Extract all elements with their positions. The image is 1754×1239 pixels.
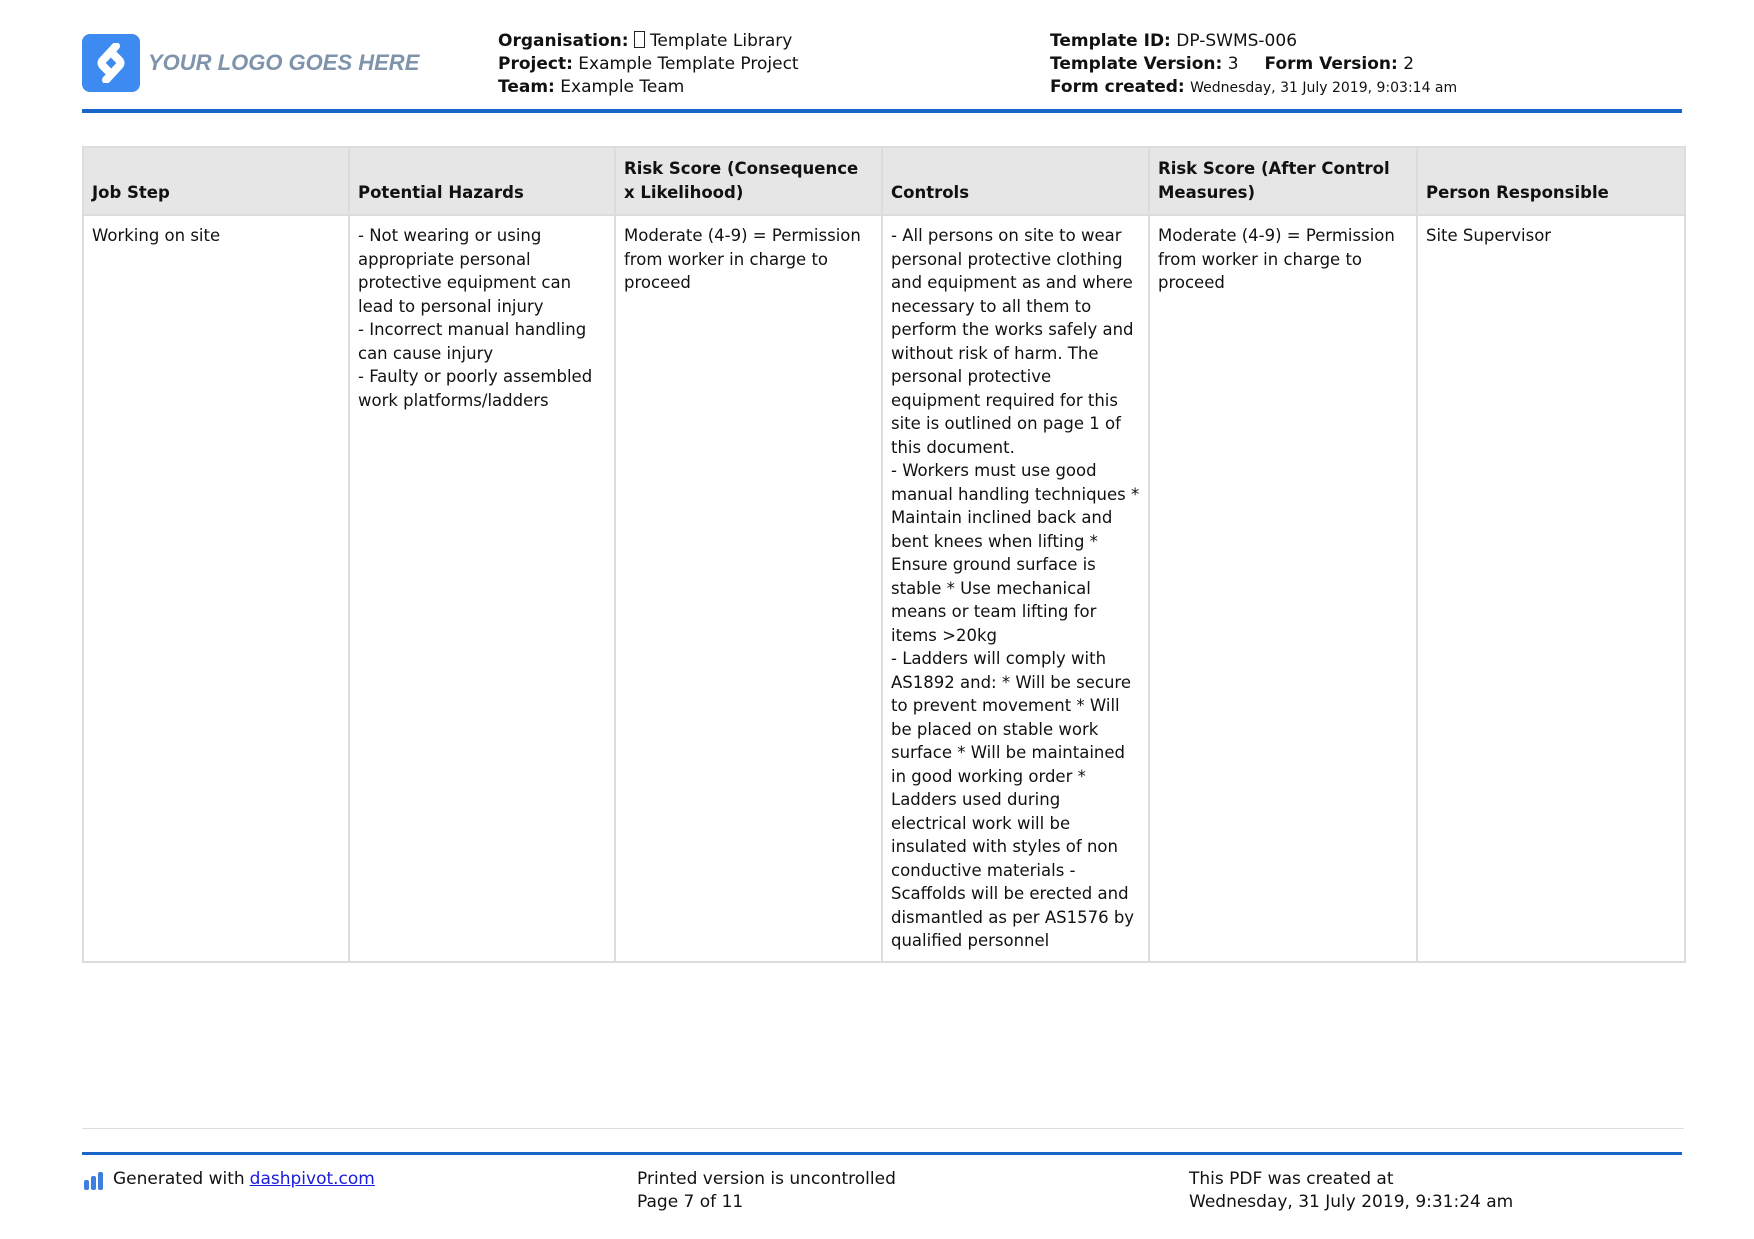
form-version-value: 2 xyxy=(1403,54,1415,74)
project-value: Example Template Project xyxy=(578,54,799,74)
print-notice xyxy=(637,1168,896,1214)
page-indicator: Page 7 of 11 xyxy=(637,1192,744,1212)
table-row xyxy=(83,215,1685,962)
organisation-info xyxy=(498,30,799,99)
cell-person-responsible: Site Supervisor xyxy=(1417,215,1685,962)
footer-divider xyxy=(82,1152,1682,1155)
generated-with xyxy=(84,1168,375,1191)
organisation-label: Organisation: xyxy=(498,31,629,51)
template-version-value: 3 xyxy=(1227,54,1239,74)
cell-risk-score: Moderate (4-9) = Permission from worker in charge to proceed xyxy=(615,215,882,962)
generated-prefix: Generated with xyxy=(113,1169,245,1189)
printed-notice-text: Printed version is uncontrolled xyxy=(637,1169,896,1189)
dashpivot-link[interactable]: dashpivot.com xyxy=(249,1169,375,1189)
column-header-risk-score: Risk Score (Consequence x Likelihood) xyxy=(615,147,882,215)
organisation-icon xyxy=(634,31,645,48)
document-page xyxy=(82,0,1682,1239)
team-value: Example Team xyxy=(560,77,685,97)
pdf-created-value: Wednesday, 31 July 2019, 9:31:24 am xyxy=(1189,1192,1514,1212)
column-header-person-responsible: Person Responsible xyxy=(1417,147,1685,215)
column-header-job-step: Job Step xyxy=(83,147,349,215)
swms-table xyxy=(82,146,1686,963)
form-created-value: Wednesday, 31 July 2019, 9:03:14 am xyxy=(1190,80,1458,96)
project-label: Project: xyxy=(498,54,573,74)
header-divider xyxy=(82,109,1682,113)
pdf-created xyxy=(1189,1168,1513,1214)
template-id-value: DP-SWMS-006 xyxy=(1176,31,1298,51)
template-id-label: Template ID: xyxy=(1050,31,1171,51)
template-info xyxy=(1050,30,1457,99)
cell-job-step: Working on site xyxy=(83,215,349,962)
cell-potential-hazards: - Not wearing or using appropriate personal protective equipment can lead to personal injury - Incorrect manual handling can cause injury - Faulty or poorly assembled work platforms/ladders xyxy=(349,215,615,962)
logo-mark-icon xyxy=(82,34,140,92)
form-created-label: Form created: xyxy=(1050,77,1185,97)
form-version-label: Form Version: xyxy=(1264,54,1398,74)
dashpivot-icon xyxy=(84,1170,105,1190)
cell-risk-score-after: Moderate (4-9) = Permission from worker in charge to proceed xyxy=(1149,215,1417,962)
column-header-controls: Controls xyxy=(882,147,1149,215)
footer-separator xyxy=(82,1128,1684,1129)
organisation-value: Template Library xyxy=(649,31,793,51)
team-label: Team: xyxy=(498,77,555,97)
table-header-row xyxy=(83,147,1685,215)
company-logo xyxy=(82,34,419,92)
column-header-potential-hazards: Potential Hazards xyxy=(349,147,615,215)
template-version-label: Template Version: xyxy=(1050,54,1223,74)
pdf-created-label: This PDF was created at xyxy=(1189,1169,1394,1189)
column-header-risk-score-after: Risk Score (After Control Measures) xyxy=(1149,147,1417,215)
document-header xyxy=(82,30,1682,112)
cell-controls: - All persons on site to wear personal protective clothing and equipment as and where necessary to all them to perform the works safely and without risk of harm. The personal protective equipment required for this site is outlined on page 1 of this document. - Workers must use good manual handling techniques * Maintain inclined back and bent knees when lifting * Ensure ground surface is stable * Use mechanical means or team lifting for items >20kg - Ladders will comply with AS1892 and: * Will be secure to prevent movement * Will be placed on stable work surface * Will be maintained in good working order * Ladders used during electrical work will be insulated with styles of non conductive materials - Scaffolds will be erected and dismantled as per AS1576 by qualified personnel xyxy=(882,215,1149,962)
logo-text: YOUR LOGO GOES HERE xyxy=(148,50,420,75)
